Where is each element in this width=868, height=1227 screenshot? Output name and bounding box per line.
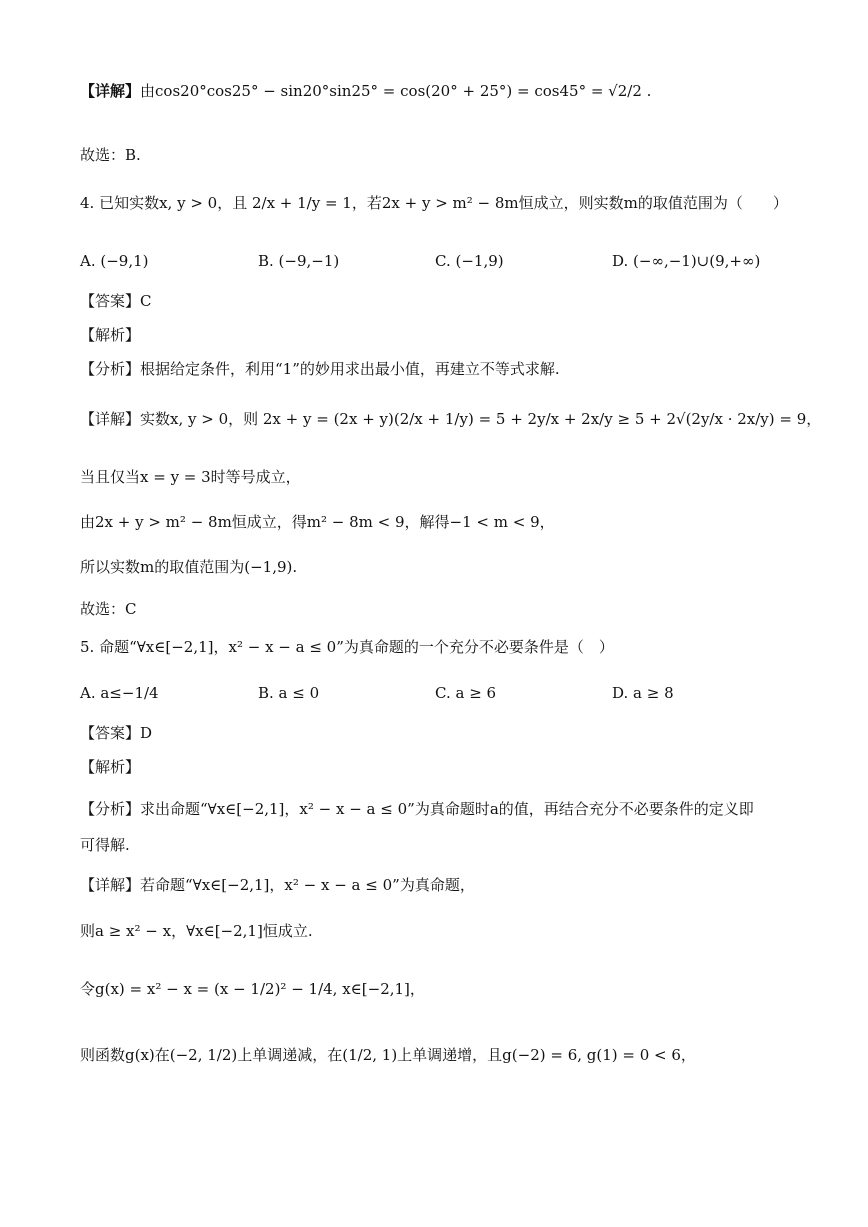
- q4-line-3: 所以实数m的取值范围为(−1,9).: [80, 558, 298, 576]
- q4-analysis: 【解析】: [80, 326, 141, 344]
- q5-fenxi-2: 可得解.: [80, 836, 130, 854]
- detail-label: 【详解】: [80, 82, 141, 100]
- q5-option-b: B. a ≤ 0: [258, 684, 320, 702]
- q4-option-c: C. (−1,9): [435, 252, 504, 270]
- q4-choose: 故选：C: [80, 600, 137, 618]
- q4-option-a: A. (−9,1): [80, 252, 149, 270]
- q4-line-1: 当且仅当x = y = 3时等号成立，: [80, 468, 301, 486]
- q4-detail: 【详解】实数x, y > 0，则 2x + y = (2x + y)(2/x + 1/y) = 5 + 2y/x + 2x/y ≥ 5 + 2√(2y/x · 2x/y) = 9，: [80, 410, 822, 428]
- q5-line-1: 则a ≥ x² − x，∀x∈[−2,1]恒成立.: [80, 922, 313, 940]
- q4-option-b: B. (−9,−1): [258, 252, 340, 270]
- choose-b: 故选：B.: [80, 146, 141, 164]
- detail-line-cos: [80, 82, 651, 100]
- q5-line-3: 则函数g(x)在(−2, 1/2)上单调递减，在(1/2, 1)上单调递增，且g(−2) = 6, g(1) = 0 < 6，: [80, 1046, 696, 1064]
- q4-fenxi: 【分析】根据给定条件，利用“1”的妙用求出最小值，再建立不等式求解.: [80, 360, 560, 378]
- q5-line-2: 令g(x) = x² − x = (x − 1/2)² − 1/4, x∈[−2,1]，: [80, 980, 425, 998]
- q5-answer: 【答案】D: [80, 724, 153, 742]
- q5-option-a: A. a≤−1/4: [80, 684, 159, 702]
- q4-options: [80, 252, 800, 274]
- q4-answer: 【答案】C: [80, 292, 152, 310]
- q5-option-d: D. a ≥ 8: [612, 684, 674, 702]
- q5-fenxi-1: 【分析】求出命题“∀x∈[−2,1]，x² − x − a ≤ 0”为真命题时a的值，再结合充分不必要条件的定义即: [80, 800, 754, 818]
- q5-options: [80, 684, 800, 706]
- q5-option-c: C. a ≥ 6: [435, 684, 497, 702]
- q4-option-d: D. (−∞,−1)∪(9,+∞): [612, 252, 761, 270]
- q4-stem: 4. 已知实数x, y > 0，且 2/x + 1/y = 1，若2x + y > m² − 8m恒成立，则实数m的取值范围为（ ）: [80, 194, 788, 212]
- q5-analysis: 【解析】: [80, 758, 141, 776]
- q4-line-2: 由2x + y > m² − 8m恒成立，得m² − 8m < 9，解得−1 < m < 9，: [80, 513, 555, 531]
- detail-cos-formula: 由cos20°cos25° − sin20°sin25° = cos(20° + 25°) = cos45° = √2/2 .: [140, 82, 652, 100]
- q5-detail: 【详解】若命题“∀x∈[−2,1]，x² − x − a ≤ 0”为真命题，: [80, 876, 475, 894]
- q5-stem: 5. 命题“∀x∈[−2,1]，x² − x − a ≤ 0”为真命题的一个充分不必要条件是（ ）: [80, 638, 614, 656]
